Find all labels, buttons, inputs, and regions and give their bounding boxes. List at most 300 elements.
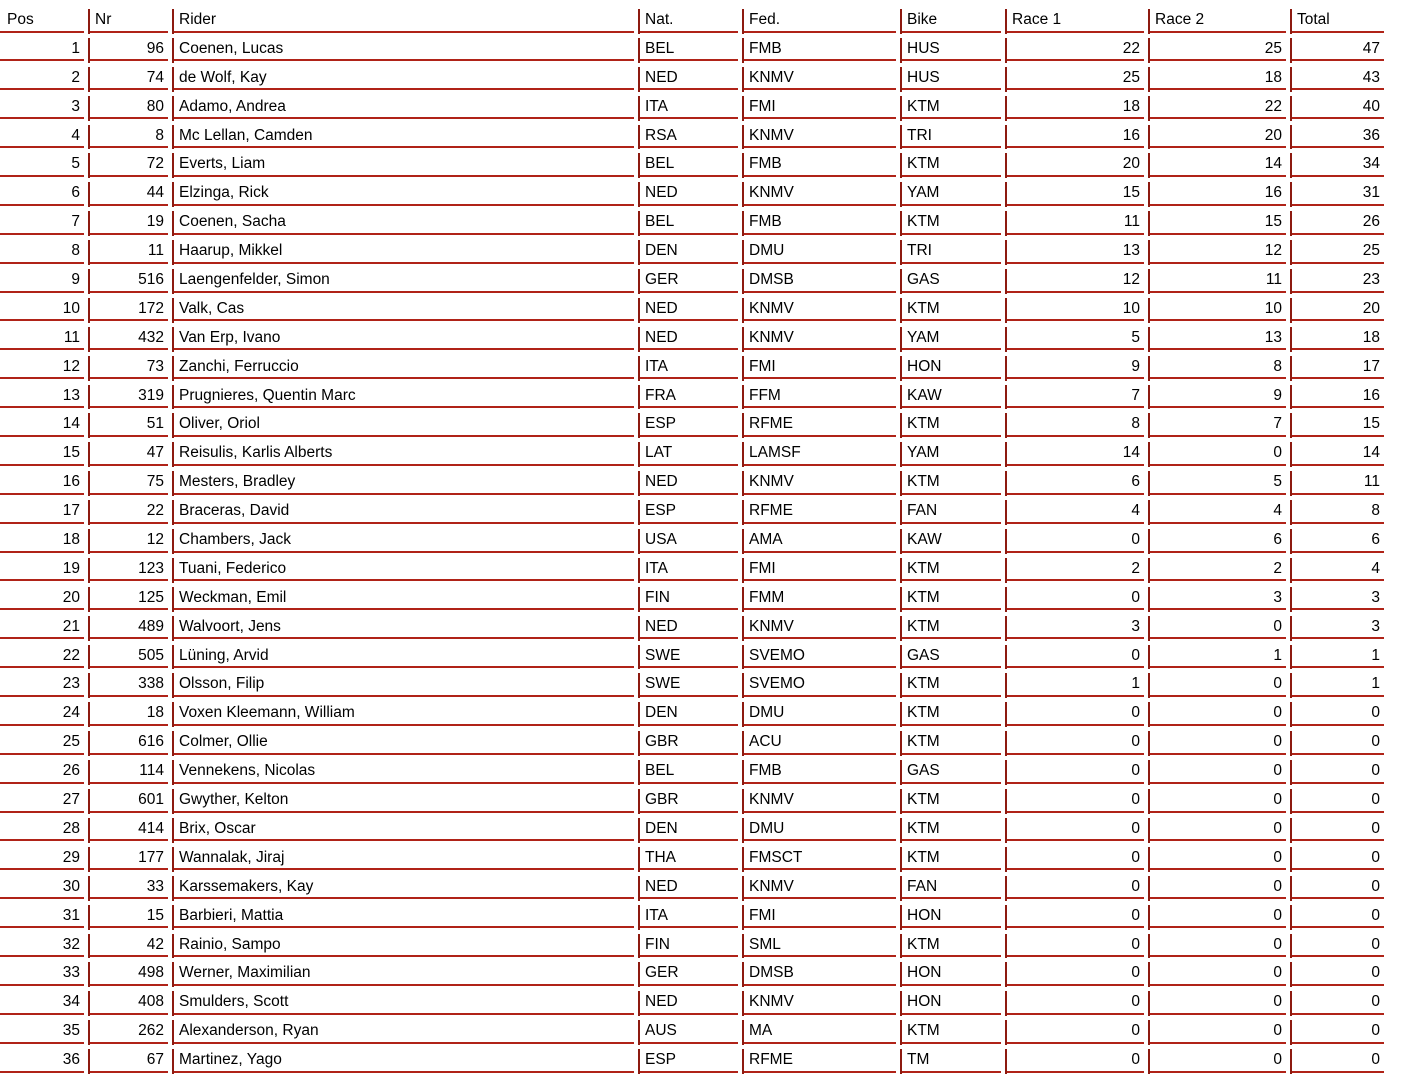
- cell-pos: 15: [0, 439, 88, 468]
- cell-nat: NED: [638, 468, 742, 497]
- cell-race1: 0: [1005, 757, 1148, 786]
- cell-fed: FMM: [742, 584, 900, 613]
- cell-race2: 0: [1148, 844, 1290, 873]
- cell-pos: 1: [0, 35, 88, 64]
- cell-nr: 319: [88, 382, 172, 411]
- cell-fed: FMB: [742, 150, 900, 179]
- cell-pos: 29: [0, 844, 88, 873]
- cell-nat: NED: [638, 179, 742, 208]
- cell-race1: 4: [1005, 497, 1148, 526]
- cell-race2: 0: [1148, 873, 1290, 902]
- cell-nr: 75: [88, 468, 172, 497]
- cell-total: 0: [1290, 988, 1388, 1017]
- table-row[interactable]: [0, 35, 1402, 64]
- cell-nr: 123: [88, 555, 172, 584]
- cell-bike: FAN: [900, 497, 1005, 526]
- cell-total: 11: [1290, 468, 1388, 497]
- cell-pos: 9: [0, 266, 88, 295]
- cell-race1: 0: [1005, 699, 1148, 728]
- cell-total: 0: [1290, 699, 1388, 728]
- cell-nr: 33: [88, 873, 172, 902]
- cell-fed: FMB: [742, 35, 900, 64]
- cell-nr: 15: [88, 902, 172, 931]
- cell-bike: KTM: [900, 728, 1005, 757]
- cell-race1: 0: [1005, 931, 1148, 960]
- cell-bike: TM: [900, 1046, 1005, 1075]
- cell-race2: 25: [1148, 35, 1290, 64]
- cell-nat: FIN: [638, 584, 742, 613]
- cell-race1: 20: [1005, 150, 1148, 179]
- cell-bike: HUS: [900, 35, 1005, 64]
- cell-bike: HON: [900, 988, 1005, 1017]
- cell-nr: 601: [88, 786, 172, 815]
- cell-bike: KTM: [900, 786, 1005, 815]
- cell-bike: KTM: [900, 670, 1005, 699]
- cell-pos: 36: [0, 1046, 88, 1075]
- cell-fed: KNMV: [742, 988, 900, 1017]
- cell-nr: 172: [88, 295, 172, 324]
- cell-rider: Reisulis, Karlis Alberts: [172, 439, 638, 468]
- cell-rider: Braceras, David: [172, 497, 638, 526]
- table-row[interactable]: [0, 468, 1402, 497]
- cell-fed: DMU: [742, 815, 900, 844]
- column-header-pos[interactable]: Pos: [0, 6, 88, 35]
- cell-nat: ESP: [638, 497, 742, 526]
- cell-fed: RFME: [742, 1046, 900, 1075]
- cell-rider: Van Erp, Ivano: [172, 324, 638, 353]
- cell-pos: 11: [0, 324, 88, 353]
- cell-rider: Laengenfelder, Simon: [172, 266, 638, 295]
- cell-race1: 3: [1005, 613, 1148, 642]
- cell-total: 0: [1290, 844, 1388, 873]
- table-row[interactable]: [0, 353, 1402, 382]
- cell-race1: 0: [1005, 988, 1148, 1017]
- cell-total: 14: [1290, 439, 1388, 468]
- cell-total: 26: [1290, 208, 1388, 237]
- table-header-row: [0, 6, 1402, 35]
- cell-nr: 177: [88, 844, 172, 873]
- cell-race1: 0: [1005, 1017, 1148, 1046]
- cell-total: 0: [1290, 873, 1388, 902]
- cell-total: 0: [1290, 931, 1388, 960]
- cell-rider: Olsson, Filip: [172, 670, 638, 699]
- cell-pos: 12: [0, 353, 88, 382]
- table-row[interactable]: [0, 988, 1402, 1017]
- cell-pos: 30: [0, 873, 88, 902]
- cell-race1: 0: [1005, 642, 1148, 671]
- column-header-race1[interactable]: Race 1: [1005, 6, 1148, 35]
- column-header-total[interactable]: Total: [1290, 6, 1388, 35]
- cell-race2: 12: [1148, 237, 1290, 266]
- cell-race1: 0: [1005, 584, 1148, 613]
- cell-nr: 125: [88, 584, 172, 613]
- cell-pos: 19: [0, 555, 88, 584]
- cell-pos: 14: [0, 410, 88, 439]
- cell-total: 0: [1290, 728, 1388, 757]
- cell-fed: FMI: [742, 353, 900, 382]
- column-header-bike[interactable]: Bike: [900, 6, 1005, 35]
- cell-nat: BEL: [638, 150, 742, 179]
- cell-race2: 0: [1148, 670, 1290, 699]
- cell-pos: 26: [0, 757, 88, 786]
- cell-race2: 1: [1148, 642, 1290, 671]
- cell-total: 0: [1290, 786, 1388, 815]
- cell-race2: 0: [1148, 613, 1290, 642]
- cell-race1: 0: [1005, 786, 1148, 815]
- table-row[interactable]: [0, 555, 1402, 584]
- cell-total: 31: [1290, 179, 1388, 208]
- table-row[interactable]: [0, 670, 1402, 699]
- cell-pos: 25: [0, 728, 88, 757]
- cell-pos: 7: [0, 208, 88, 237]
- cell-race2: 8: [1148, 353, 1290, 382]
- cell-race1: 14: [1005, 439, 1148, 468]
- cell-nat: GER: [638, 266, 742, 295]
- cell-pos: 33: [0, 959, 88, 988]
- cell-bike: HON: [900, 902, 1005, 931]
- cell-race2: 0: [1148, 786, 1290, 815]
- cell-bike: KTM: [900, 613, 1005, 642]
- cell-race1: 6: [1005, 468, 1148, 497]
- cell-rider: Prugnieres, Quentin Marc: [172, 382, 638, 411]
- cell-bike: TRI: [900, 122, 1005, 151]
- cell-race1: 12: [1005, 266, 1148, 295]
- cell-fed: KNMV: [742, 122, 900, 151]
- table-row[interactable]: [0, 179, 1402, 208]
- cell-bike: KTM: [900, 815, 1005, 844]
- table-row[interactable]: [0, 844, 1402, 873]
- cell-nr: 262: [88, 1017, 172, 1046]
- cell-nat: FIN: [638, 931, 742, 960]
- cell-rider: Tuani, Federico: [172, 555, 638, 584]
- cell-total: 34: [1290, 150, 1388, 179]
- cell-total: 20: [1290, 295, 1388, 324]
- cell-race2: 15: [1148, 208, 1290, 237]
- table-row[interactable]: [0, 208, 1402, 237]
- cell-nat: SWE: [638, 670, 742, 699]
- table-row[interactable]: [0, 324, 1402, 353]
- cell-fed: RFME: [742, 497, 900, 526]
- cell-nat: NED: [638, 873, 742, 902]
- cell-nat: DEN: [638, 699, 742, 728]
- cell-race1: 15: [1005, 179, 1148, 208]
- cell-fed: DMSB: [742, 266, 900, 295]
- cell-race1: 0: [1005, 844, 1148, 873]
- column-header-fed[interactable]: Fed.: [742, 6, 900, 35]
- table-row[interactable]: [0, 122, 1402, 151]
- cell-bike: YAM: [900, 324, 1005, 353]
- cell-total: 40: [1290, 93, 1388, 122]
- cell-nat: ESP: [638, 1046, 742, 1075]
- cell-nat: GBR: [638, 728, 742, 757]
- cell-race2: 9: [1148, 382, 1290, 411]
- cell-bike: KTM: [900, 584, 1005, 613]
- cell-race2: 0: [1148, 1017, 1290, 1046]
- cell-nat: GER: [638, 959, 742, 988]
- cell-rider: Barbieri, Mattia: [172, 902, 638, 931]
- cell-race2: 3: [1148, 584, 1290, 613]
- cell-fed: SML: [742, 931, 900, 960]
- cell-total: 47: [1290, 35, 1388, 64]
- cell-bike: GAS: [900, 642, 1005, 671]
- cell-fed: LAMSF: [742, 439, 900, 468]
- cell-race1: 5: [1005, 324, 1148, 353]
- column-header-nr[interactable]: Nr: [88, 6, 172, 35]
- cell-nat: BEL: [638, 208, 742, 237]
- cell-fed: ACU: [742, 728, 900, 757]
- cell-rider: Everts, Liam: [172, 150, 638, 179]
- table-row[interactable]: [0, 497, 1402, 526]
- cell-fed: FMI: [742, 902, 900, 931]
- cell-bike: YAM: [900, 439, 1005, 468]
- cell-nat: ITA: [638, 353, 742, 382]
- cell-pos: 4: [0, 122, 88, 151]
- cell-pos: 20: [0, 584, 88, 613]
- cell-fed: KNMV: [742, 786, 900, 815]
- cell-nat: GBR: [638, 786, 742, 815]
- cell-pos: 27: [0, 786, 88, 815]
- cell-fed: FMI: [742, 93, 900, 122]
- cell-race1: 0: [1005, 815, 1148, 844]
- cell-nat: DEN: [638, 237, 742, 266]
- cell-pos: 8: [0, 237, 88, 266]
- cell-race2: 4: [1148, 497, 1290, 526]
- cell-fed: KNMV: [742, 873, 900, 902]
- cell-pos: 16: [0, 468, 88, 497]
- cell-nat: AUS: [638, 1017, 742, 1046]
- cell-race1: 0: [1005, 902, 1148, 931]
- cell-pos: 2: [0, 64, 88, 93]
- table-row[interactable]: [0, 1017, 1402, 1046]
- cell-total: 8: [1290, 497, 1388, 526]
- cell-bike: HON: [900, 959, 1005, 988]
- cell-total: 0: [1290, 902, 1388, 931]
- cell-rider: Weckman, Emil: [172, 584, 638, 613]
- cell-nr: 432: [88, 324, 172, 353]
- cell-race2: 0: [1148, 699, 1290, 728]
- cell-race1: 10: [1005, 295, 1148, 324]
- table-row[interactable]: [0, 64, 1402, 93]
- cell-race2: 0: [1148, 1046, 1290, 1075]
- cell-race1: 13: [1005, 237, 1148, 266]
- cell-pos: 17: [0, 497, 88, 526]
- cell-fed: KNMV: [742, 613, 900, 642]
- cell-nat: NED: [638, 64, 742, 93]
- table-row[interactable]: [0, 584, 1402, 613]
- cell-bike: KTM: [900, 468, 1005, 497]
- cell-total: 0: [1290, 815, 1388, 844]
- cell-nr: 19: [88, 208, 172, 237]
- cell-race1: 2: [1005, 555, 1148, 584]
- cell-fed: FMB: [742, 208, 900, 237]
- cell-race1: 0: [1005, 728, 1148, 757]
- cell-nr: 42: [88, 931, 172, 960]
- cell-race1: 18: [1005, 93, 1148, 122]
- cell-rider: Elzinga, Rick: [172, 179, 638, 208]
- cell-nr: 11: [88, 237, 172, 266]
- cell-nr: 12: [88, 526, 172, 555]
- cell-rider: Karssemakers, Kay: [172, 873, 638, 902]
- cell-nr: 73: [88, 353, 172, 382]
- cell-bike: KTM: [900, 844, 1005, 873]
- cell-race2: 0: [1148, 728, 1290, 757]
- cell-race2: 14: [1148, 150, 1290, 179]
- cell-rider: Brix, Oscar: [172, 815, 638, 844]
- cell-race1: 7: [1005, 382, 1148, 411]
- cell-nat: RSA: [638, 122, 742, 151]
- cell-nr: 505: [88, 642, 172, 671]
- cell-rider: Gwyther, Kelton: [172, 786, 638, 815]
- column-header-rider[interactable]: Rider: [172, 6, 638, 35]
- cell-pos: 23: [0, 670, 88, 699]
- cell-bike: YAM: [900, 179, 1005, 208]
- cell-nat: ITA: [638, 93, 742, 122]
- cell-bike: KTM: [900, 93, 1005, 122]
- cell-race2: 18: [1148, 64, 1290, 93]
- cell-pos: 10: [0, 295, 88, 324]
- cell-nr: 72: [88, 150, 172, 179]
- cell-nat: ITA: [638, 902, 742, 931]
- cell-bike: KAW: [900, 382, 1005, 411]
- table-row[interactable]: [0, 959, 1402, 988]
- cell-total: 3: [1290, 613, 1388, 642]
- cell-total: 0: [1290, 959, 1388, 988]
- cell-race2: 2: [1148, 555, 1290, 584]
- cell-race2: 0: [1148, 815, 1290, 844]
- cell-total: 0: [1290, 757, 1388, 786]
- cell-race1: 0: [1005, 873, 1148, 902]
- table-row[interactable]: [0, 93, 1402, 122]
- cell-race1: 25: [1005, 64, 1148, 93]
- cell-pos: 22: [0, 642, 88, 671]
- cell-race1: 8: [1005, 410, 1148, 439]
- table-row[interactable]: [0, 382, 1402, 411]
- cell-pos: 34: [0, 988, 88, 1017]
- cell-race2: 0: [1148, 757, 1290, 786]
- table-row[interactable]: [0, 526, 1402, 555]
- cell-pos: 18: [0, 526, 88, 555]
- cell-fed: DMSB: [742, 959, 900, 988]
- cell-nat: ITA: [638, 555, 742, 584]
- cell-nr: 51: [88, 410, 172, 439]
- results-table: [0, 6, 1402, 1075]
- cell-pos: 28: [0, 815, 88, 844]
- cell-nat: SWE: [638, 642, 742, 671]
- cell-rider: Valk, Cas: [172, 295, 638, 324]
- cell-rider: Mc Lellan, Camden: [172, 122, 638, 151]
- cell-total: 6: [1290, 526, 1388, 555]
- column-header-race2[interactable]: Race 2: [1148, 6, 1290, 35]
- cell-nr: 498: [88, 959, 172, 988]
- cell-total: 3: [1290, 584, 1388, 613]
- cell-rider: Walvoort, Jens: [172, 613, 638, 642]
- cell-pos: 5: [0, 150, 88, 179]
- cell-rider: Oliver, Oriol: [172, 410, 638, 439]
- cell-race2: 0: [1148, 988, 1290, 1017]
- table-row[interactable]: [0, 902, 1402, 931]
- cell-race1: 1: [1005, 670, 1148, 699]
- cell-bike: KTM: [900, 295, 1005, 324]
- cell-bike: KAW: [900, 526, 1005, 555]
- cell-rider: Coenen, Lucas: [172, 35, 638, 64]
- cell-race2: 0: [1148, 959, 1290, 988]
- cell-race1: 0: [1005, 959, 1148, 988]
- cell-fed: MA: [742, 1017, 900, 1046]
- cell-bike: GAS: [900, 266, 1005, 295]
- table-row[interactable]: [0, 873, 1402, 902]
- cell-bike: KTM: [900, 1017, 1005, 1046]
- cell-bike: KTM: [900, 555, 1005, 584]
- cell-race1: 9: [1005, 353, 1148, 382]
- cell-total: 23: [1290, 266, 1388, 295]
- cell-rider: Chambers, Jack: [172, 526, 638, 555]
- cell-fed: DMU: [742, 699, 900, 728]
- cell-rider: Voxen Kleemann, William: [172, 699, 638, 728]
- table-row[interactable]: [0, 786, 1402, 815]
- column-header-nat[interactable]: Nat.: [638, 6, 742, 35]
- cell-pos: 3: [0, 93, 88, 122]
- cell-nr: 44: [88, 179, 172, 208]
- table-row[interactable]: [0, 642, 1402, 671]
- cell-bike: KTM: [900, 208, 1005, 237]
- cell-fed: AMA: [742, 526, 900, 555]
- cell-rider: Adamo, Andrea: [172, 93, 638, 122]
- cell-bike: FAN: [900, 873, 1005, 902]
- cell-rider: Zanchi, Ferruccio: [172, 353, 638, 382]
- table-row[interactable]: [0, 931, 1402, 960]
- table-row[interactable]: [0, 150, 1402, 179]
- cell-nr: 414: [88, 815, 172, 844]
- cell-nat: FRA: [638, 382, 742, 411]
- cell-race2: 11: [1148, 266, 1290, 295]
- cell-rider: de Wolf, Kay: [172, 64, 638, 93]
- cell-total: 15: [1290, 410, 1388, 439]
- table-row[interactable]: [0, 410, 1402, 439]
- table-row[interactable]: [0, 757, 1402, 786]
- cell-race1: 22: [1005, 35, 1148, 64]
- table-row[interactable]: [0, 815, 1402, 844]
- cell-fed: DMU: [742, 237, 900, 266]
- cell-nat: BEL: [638, 757, 742, 786]
- cell-nr: 22: [88, 497, 172, 526]
- table-row[interactable]: [0, 439, 1402, 468]
- table-row[interactable]: [0, 613, 1402, 642]
- table-row[interactable]: [0, 1046, 1402, 1075]
- cell-total: 17: [1290, 353, 1388, 382]
- cell-race1: 16: [1005, 122, 1148, 151]
- cell-nat: BEL: [638, 35, 742, 64]
- cell-pos: 24: [0, 699, 88, 728]
- table-row[interactable]: [0, 295, 1402, 324]
- table-row[interactable]: [0, 699, 1402, 728]
- cell-race2: 22: [1148, 93, 1290, 122]
- cell-bike: KTM: [900, 150, 1005, 179]
- table-row[interactable]: [0, 728, 1402, 757]
- cell-rider: Lüning, Arvid: [172, 642, 638, 671]
- table-row[interactable]: [0, 266, 1402, 295]
- cell-nat: ESP: [638, 410, 742, 439]
- cell-total: 16: [1290, 382, 1388, 411]
- cell-total: 0: [1290, 1017, 1388, 1046]
- cell-pos: 6: [0, 179, 88, 208]
- cell-total: 4: [1290, 555, 1388, 584]
- cell-nr: 489: [88, 613, 172, 642]
- cell-rider: Coenen, Sacha: [172, 208, 638, 237]
- cell-rider: Haarup, Mikkel: [172, 237, 638, 266]
- table-row[interactable]: [0, 237, 1402, 266]
- cell-nr: 80: [88, 93, 172, 122]
- cell-total: 18: [1290, 324, 1388, 353]
